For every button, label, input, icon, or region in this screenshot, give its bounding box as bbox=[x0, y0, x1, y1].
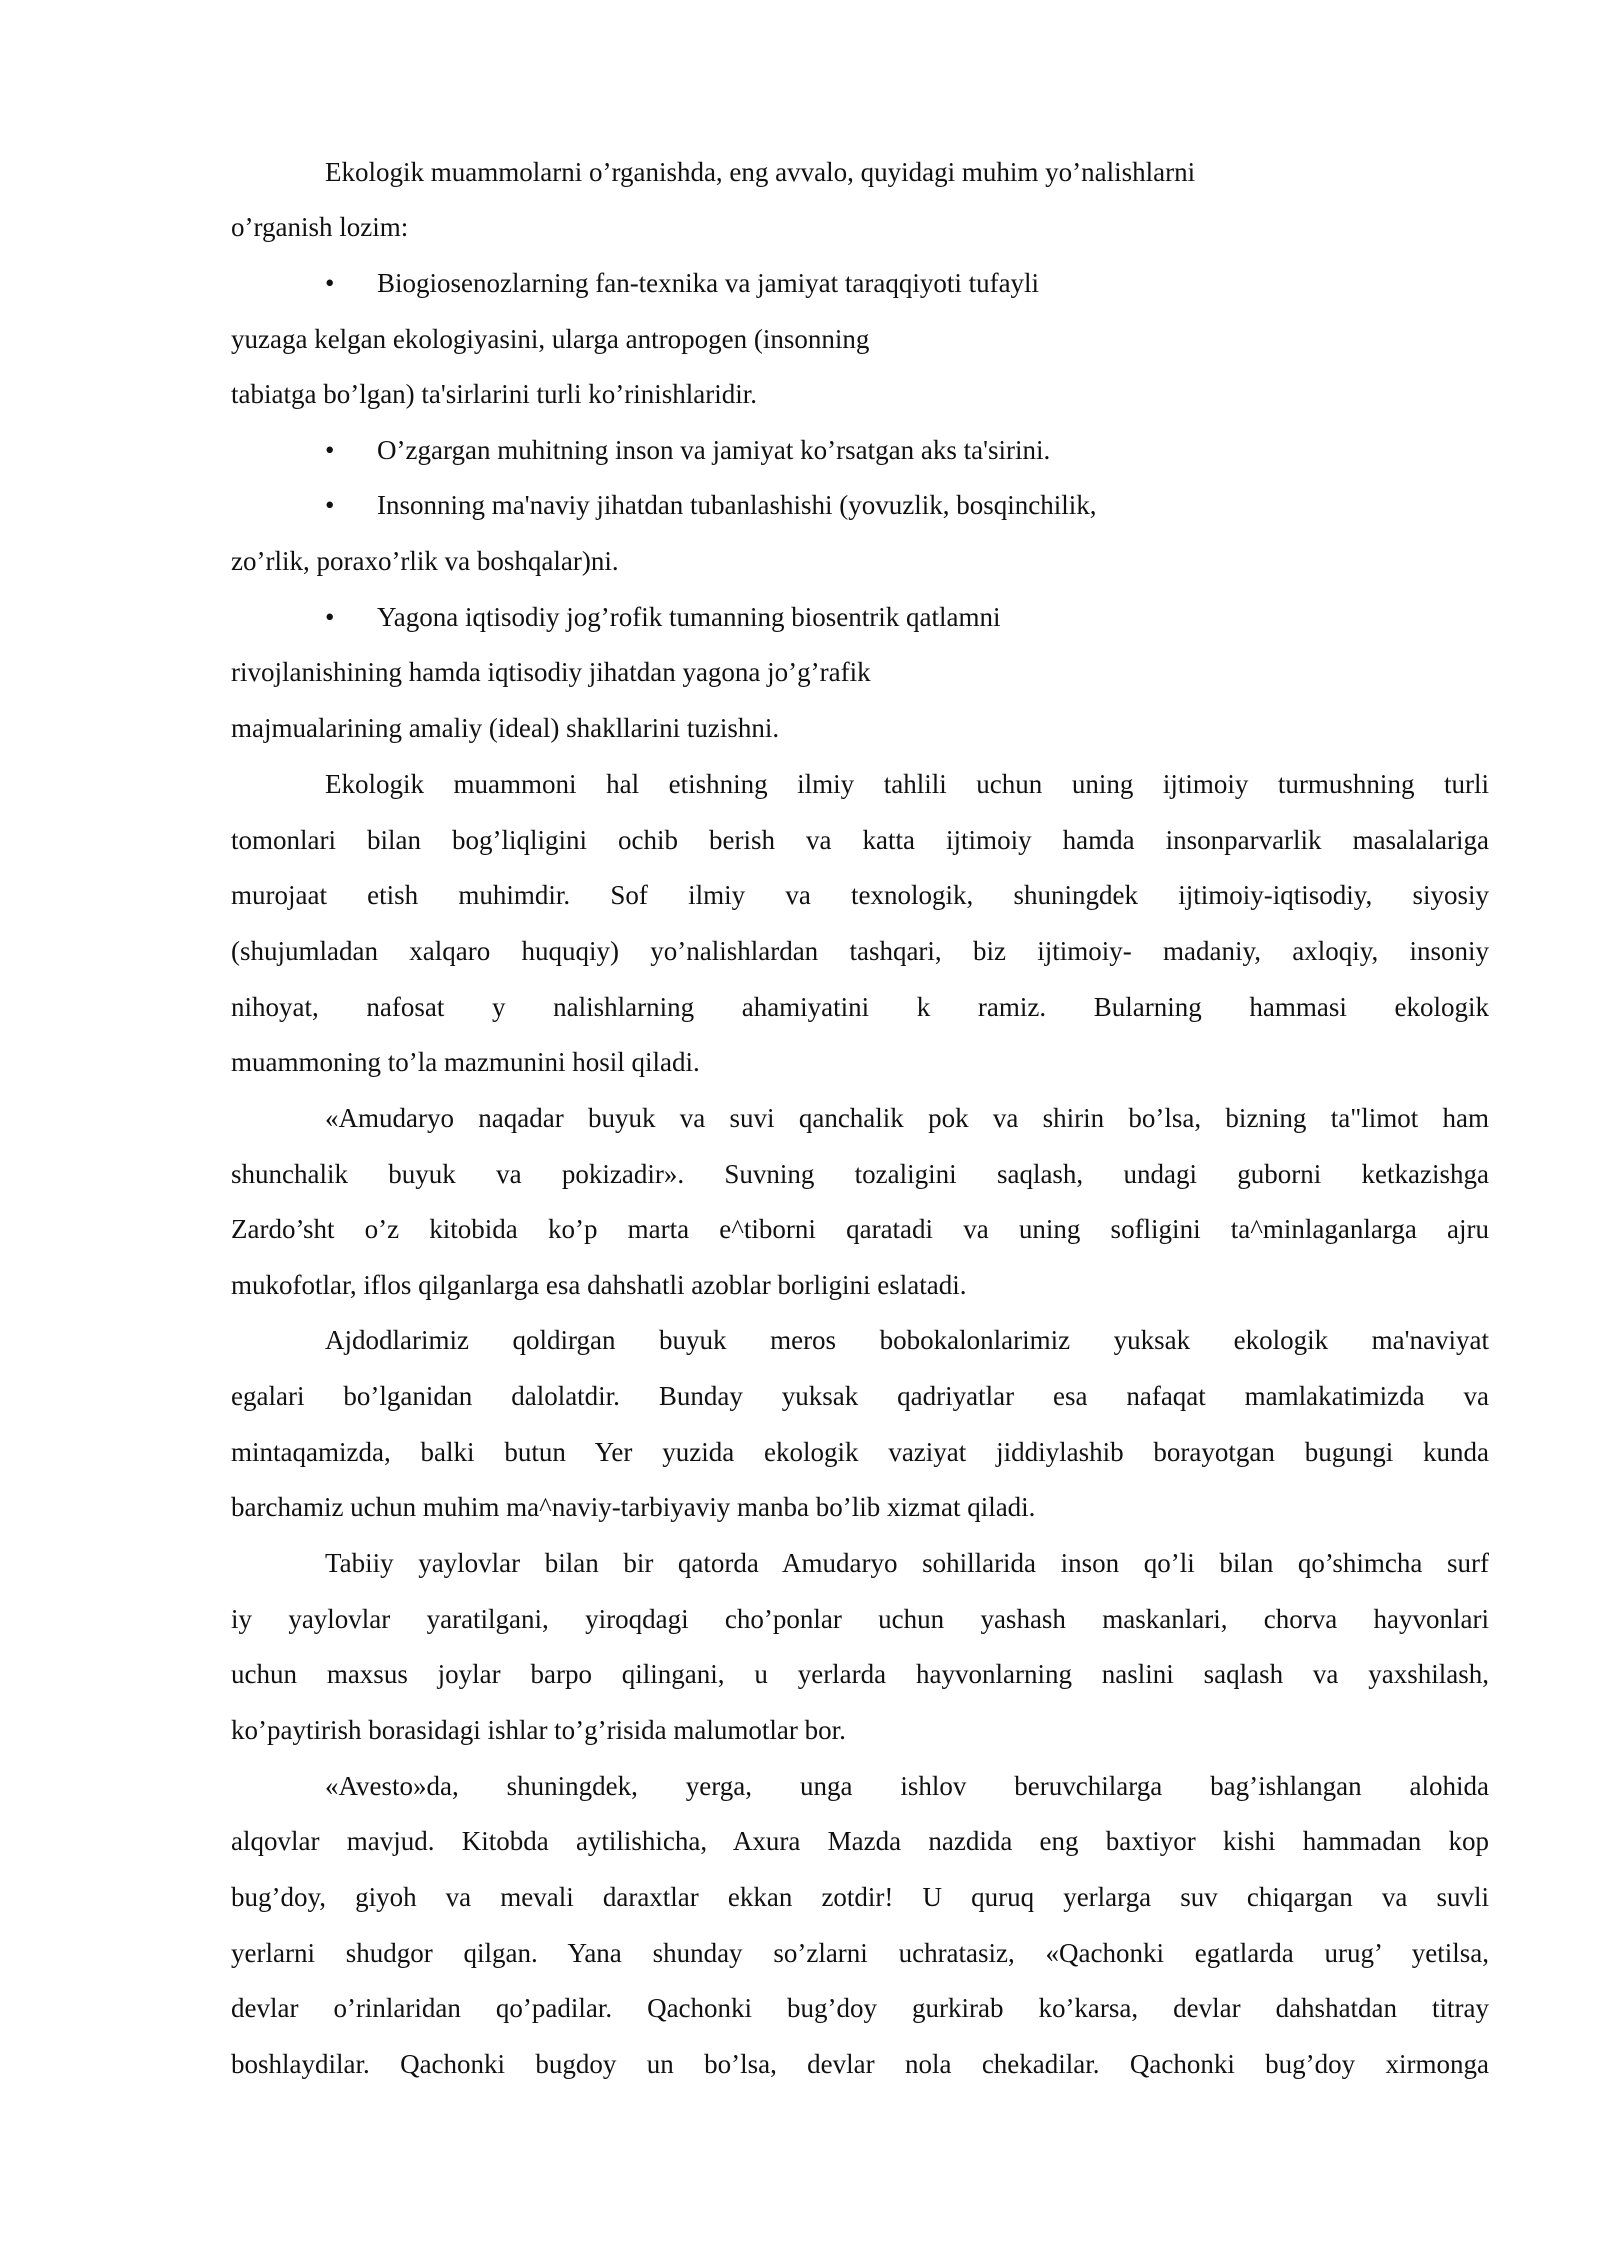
paragraph-line: shunchalik buyuk va pokizadir». Suvning tozaligini saqlash, undagi guborni ketkazishga bbox=[231, 1159, 1489, 1189]
bullet-marker: • bbox=[325, 490, 335, 520]
paragraph-line: tomonlari bilan bog’liqligini ochib berish va katta ijtimoiy hamda insonparvarlik masalalariga bbox=[231, 825, 1489, 855]
bullet-item: Yagona iqtisodiy jog’rofik tumanning biosentrik qatlamni bbox=[377, 602, 1001, 632]
paragraph-line: ko’paytirish borasidagi ishlar to’g’risida malumotlar bor. bbox=[231, 1715, 846, 1745]
bullet-continuation: tabiatga bo’lgan) ta'sirlarini turli ko’rinishlaridir. bbox=[231, 379, 757, 409]
bullet-continuation: yuzaga kelgan ekologiyasini, ularga antropogen (insonning bbox=[231, 324, 870, 354]
paragraph-line: Ajdodlarimiz qoldirgan buyuk meros bobokalonlarimiz yuksak ekologik ma'naviyat bbox=[325, 1325, 1489, 1355]
bullet-continuation: zo’rlik, poraxo’rlik va boshqalar)ni. bbox=[231, 546, 619, 576]
paragraph-line: muammoning to’la mazmunini hosil qiladi. bbox=[231, 1047, 700, 1077]
bullet-continuation: majmualarining amaliy (ideal) shakllarini tuzishni. bbox=[231, 713, 780, 743]
paragraph-line: bug’doy, giyoh va mevali daraxtlar ekkan zotdir! U quruq yerlarga suv chiqargan va suvli bbox=[231, 1882, 1489, 1912]
bullet-continuation: rivojlanishining hamda iqtisodiy jihatdan yagona jo’g’rafik bbox=[231, 657, 871, 687]
bullet-marker: • bbox=[325, 602, 335, 632]
paragraph-line: Zardo’sht o’z kitobida ko’p marta e^tiborni qaratadi va uning sofligini ta^minlaganlarga ajru bbox=[231, 1214, 1489, 1244]
paragraph-line: «Avesto»da, shuningdek, yerga, unga ishlov beruvchilarga bag’ishlangan alohida bbox=[325, 1771, 1489, 1801]
bullet-item: O’zgargan muhitning inson va jamiyat ko’rsatgan aks ta'sirini. bbox=[377, 435, 1051, 465]
paragraph-line: nihoyat, nafosat y nalishlarning ahamiyatini k ramiz. Bularning hammasi ekologik bbox=[231, 992, 1489, 1022]
intro-line: Ekologik muammolarni o’rganishda, eng avvalo, quyidagi muhim yo’nalishlarni bbox=[325, 157, 1196, 187]
paragraph-line: alqovlar mavjud. Kitobda aytilishicha, Axura Mazda nazdida eng baxtiyor kishi hammadan kop bbox=[231, 1826, 1489, 1856]
paragraph-line: yerlarni shudgor qilgan. Yana shunday so’zlarni uchratasiz, «Qachonki egatlarda urug’ yetilsa, bbox=[231, 1938, 1489, 1968]
paragraph-line: (shujumladan xalqaro huquqiy) yo’nalishlardan tashqari, biz ijtimoiy- madaniy, axloqiy, insoniy bbox=[231, 936, 1489, 966]
paragraph-line: uchun maxsus joylar barpo qilingani, u yerlarda hayvonlarning naslini saqlash va yaxshilash, bbox=[231, 1659, 1489, 1689]
bullet-marker: • bbox=[325, 268, 335, 298]
paragraph-line: Tabiiy yaylovlar bilan bir qatorda Amudaryo sohillarida inson qo’li bilan qo’shimcha surf bbox=[325, 1548, 1489, 1578]
paragraph-line: devlar o’rinlaridan qo’padilar. Qachonki bug’doy gurkirab ko’karsa, devlar dahshatdan titray bbox=[231, 1993, 1489, 2023]
paragraph-line: iy yaylovlar yaratilgani, yiroqdagi cho’ponlar uchun yashash maskanlari, chorva hayvonlari bbox=[231, 1604, 1489, 1634]
bullet-item: Biogiosenozlarning fan-texnika va jamiyat taraqqiyoti tufayli bbox=[377, 268, 1040, 298]
paragraph-line: barchamiz uchun muhim ma^naviy-tarbiyaviy manba bo’lib xizmat qiladi. bbox=[231, 1492, 1036, 1522]
paragraph-line: boshlaydilar. Qachonki bugdoy un bo’lsa, devlar nola chekadilar. Qachonki bug’doy xirmonga bbox=[231, 2049, 1489, 2079]
bullet-item: Insonning ma'naviy jihatdan tubanlashishi (yovuzlik, bosqinchilik, bbox=[377, 490, 1097, 520]
intro-line: o’rganish lozim: bbox=[231, 212, 409, 242]
paragraph-line: mintaqamizda, balki butun Yer yuzida ekologik vaziyat jiddiylashib borayotgan bugungi kunda bbox=[231, 1437, 1489, 1467]
paragraph-line: murojaat etish muhimdir. Sof ilmiy va texnologik, shuningdek ijtimoiy-iqtisodiy, siyosiy bbox=[231, 880, 1489, 910]
paragraph-line: mukofotlar, iflos qilganlarga esa dahshatli azoblar borligini eslatadi. bbox=[231, 1270, 967, 1300]
paragraph-line: egalari bo’lganidan dalolatdir. Bunday yuksak qadriyatlar esa nafaqat mamlakatimizda va bbox=[231, 1381, 1489, 1411]
paragraph-line: «Amudaryo naqadar buyuk va suvi qanchalik pok va shirin bo’lsa, bizning ta"limot ham bbox=[325, 1103, 1489, 1133]
paragraph-line: Ekologik muammoni hal etishning ilmiy tahlili uchun uning ijtimoiy turmushning turli bbox=[325, 769, 1489, 799]
bullet-marker: • bbox=[325, 435, 335, 465]
